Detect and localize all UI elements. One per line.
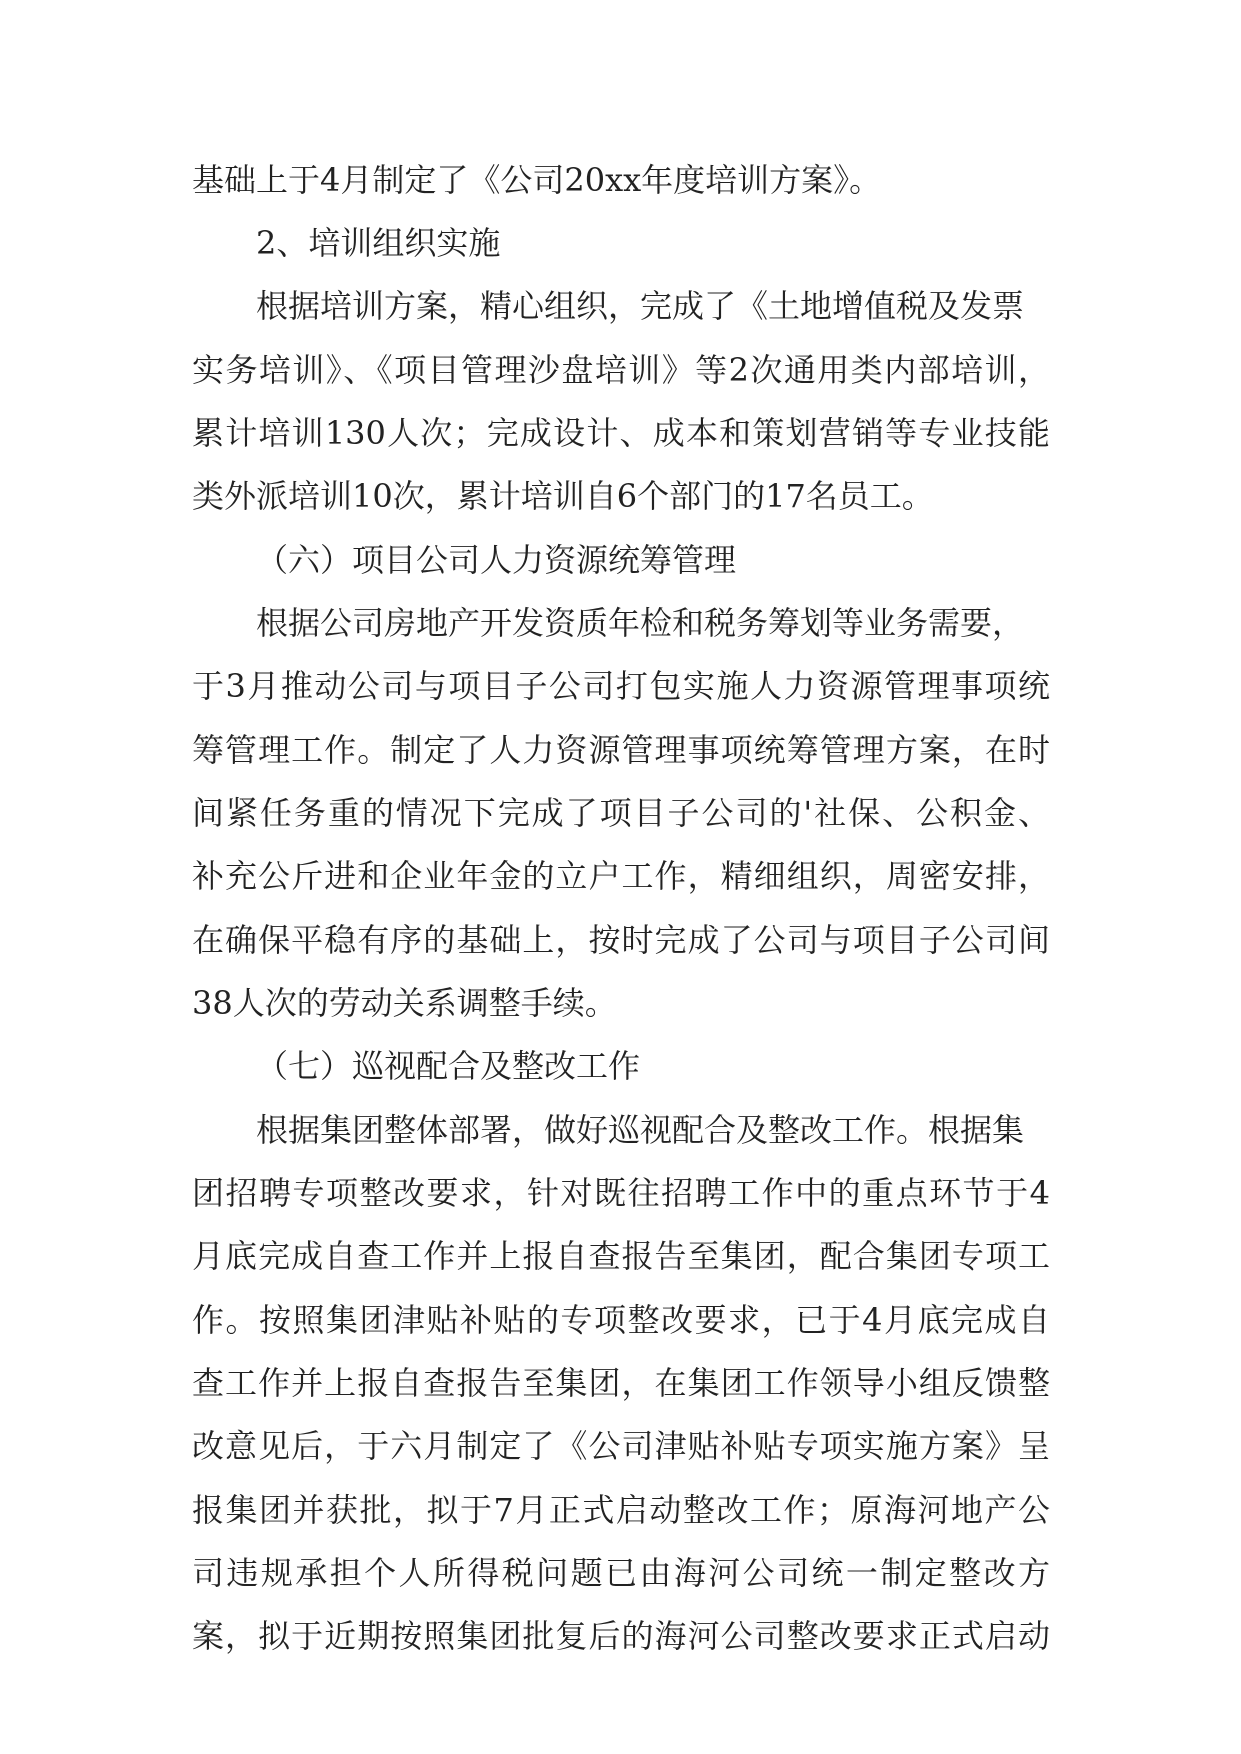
text-line: 查工作并上报自查报告至集团，在集团工作领导小组反馈整 — [192, 1364, 1050, 1402]
text-line: 作。按照集团津贴补贴的专项整改要求，已于4月底完成自 — [192, 1301, 1050, 1339]
text-line: 根据集团整体部署，做好巡视配合及整改工作。根据集 — [256, 1111, 1025, 1149]
text-line: 案，拟于近期按照集团批复后的海河公司整改要求正式启动 — [192, 1617, 1050, 1655]
text-line: 根据公司房地产开发资质年检和税务筹划等业务需要， — [256, 604, 1025, 642]
section-heading: 2、培训组织实施 — [256, 224, 501, 262]
text-line: 团招聘专项整改要求，针对既往招聘工作中的重点环节于4 — [192, 1174, 1050, 1212]
text-line: 基础上于4月制定了《公司20xx年度培训方案》。 — [192, 161, 882, 199]
section-heading: （六）项目公司人力资源统筹管理 — [256, 541, 737, 579]
text-line: 报集团并获批，拟于7月正式启动整改工作；原海河地产公 — [192, 1491, 1050, 1529]
text-line: 间紧任务重的情况下完成了项目子公司的'社保、公积金、 — [192, 794, 1050, 832]
text-line: 于3月推动公司与项目子公司打包实施人力资源管理事项统 — [192, 667, 1050, 705]
text-line: 司违规承担个人所得税问题已由海河公司统一制定整改方 — [192, 1554, 1050, 1592]
text-line: 根据培训方案，精心组织，完成了《土地增值税及发票 — [256, 287, 1025, 325]
text-line: 补充公斤进和企业年金的立户工作，精细组织，周密安排， — [192, 857, 1050, 895]
text-line: 38人次的劳动关系调整手续。 — [192, 984, 617, 1022]
text-line: 改意见后，于六月制定了《公司津贴补贴专项实施方案》呈 — [192, 1427, 1050, 1465]
text-line: 类外派培训10次，累计培训自6个部门的17名员工。 — [192, 477, 934, 515]
text-line: 月底完成自查工作并上报自查报告至集团，配合集团专项工 — [192, 1237, 1050, 1275]
section-heading: （七）巡视配合及整改工作 — [256, 1047, 641, 1085]
text-line: 筹管理工作。制定了人力资源管理事项统筹管理方案，在时 — [192, 731, 1050, 769]
text-line: 在确保平稳有序的基础上，按时完成了公司与项目子公司间 — [192, 921, 1050, 959]
text-line: 实务培训》、《项目管理沙盘培训》等2次通用类内部培训， — [192, 351, 1050, 389]
text-line: 累计培训130人次；完成设计、成本和策划营销等专业技能 — [192, 414, 1050, 452]
